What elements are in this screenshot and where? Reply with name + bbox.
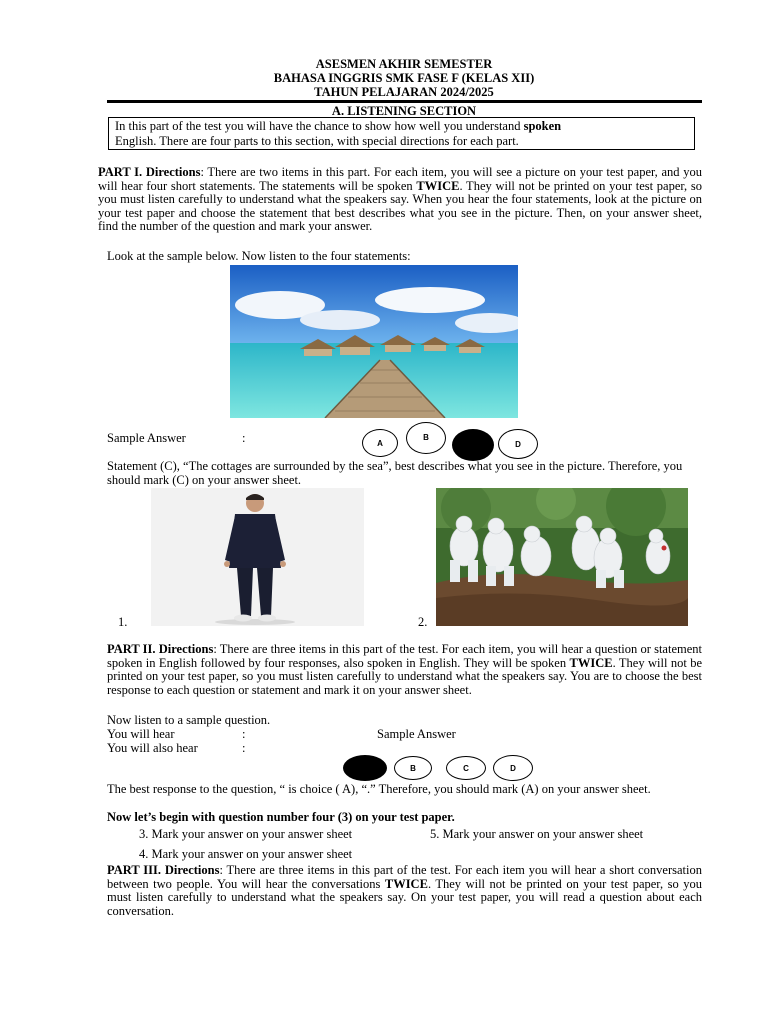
part1-sample-answer-label: Sample Answer [107,431,186,445]
item2-number: 2. [418,615,428,629]
part2-bubble-c[interactable]: C [446,756,486,780]
part3-twice: TWICE [384,876,428,891]
part2-label: PART II. Directions [107,642,214,656]
part3-text-b: . They will not be printed on your test paper, so you must listen carefully to understand what the speakers say. On your test paper, you will read a question about each conversation. [107,876,702,918]
part2-you-will-also-hear: You will also hear [107,741,198,755]
part2-item-4: 4. Mark your answer on your answer sheet [139,847,353,861]
part1-bubble-b[interactable]: B [406,422,446,454]
part2-begin-line: Now let’s begin with question number four (3) on your test paper. [107,810,455,824]
part1-text-b: . They will not be printed on your test paper, so you must listen carefully to understand what the speakers say. When you hear the four statements, look at the picture on your test paper and choose the statement that best describes what you see in the picture. Then, on your answer sheet, find the number of the question and mark your answer. [98,178,702,234]
part1-bubble-d[interactable]: D [498,429,538,459]
part1-directions [98,166,702,234]
header-line-2: BAHASA INGGRIS SMK FASE F (KELAS XII) [273,71,535,85]
intro-text-a: In this part of the test you will have the chance to show how well you understand [115,119,524,133]
part1-look-sample: Look at the sample below. Now listen to the four statements: [107,249,411,263]
intro-text [115,119,690,149]
item1-photo-man [151,488,364,626]
intro-text-b: English. There are four parts to this section, with special directions for each part. [115,134,519,148]
part2-item-5: 5. Mark your answer on your answer sheet [430,827,644,841]
part1-text-a: : There are two items in this part. For each item, you will see a picture on your test paper, and you will hear four short statements. The statements will be spoken [98,165,702,193]
header-line-1: ASESMEN AKHIR SEMESTER [315,57,493,71]
part2-directions [107,643,702,697]
item2-photo-hazmat [436,488,688,626]
part2-best-response: The best response to the question, “ is choice ( A), “.” Therefore, you should mark (A) on your answer sheet. [107,782,651,796]
section-title: A. LISTENING SECTION [331,104,477,118]
part2-you-will-hear: You will hear [107,727,175,741]
part1-label: PART I. Directions [98,165,201,179]
header-rule [107,100,702,103]
part2-bubble-b[interactable]: B [394,756,432,780]
part2-twice: TWICE [569,655,613,670]
header-line-3: TAHUN PELAJARAN 2024/2025 [314,85,494,99]
sample-photo-beach [230,265,518,418]
part2-colon-1: : [242,727,246,741]
part3-directions [107,864,702,918]
part2-text-a: : There are three items in this part of the test. For each item, you will hear a question or statement spoken in English followed by four responses, also spoken in English. They will be spoken [107,642,702,670]
item1-number: 1. [118,615,128,629]
part3-label: PART III. Directions [107,863,220,877]
part1-bubble-a[interactable]: A [362,429,398,457]
part2-bubble-d[interactable]: D [493,755,533,781]
part2-text-b: . They will not be printed on your test paper, so you must listen carefully to understand what the speakers say. You are to choose the best response to each question or statement and mark it on your answer sheet. [107,655,702,697]
part1-bubble-c-filled[interactable] [452,429,494,461]
part3-text-a: : There are three items in this part of the test. For each item you will hear a short conversation between two people. You will hear the conversations [107,863,702,891]
part2-bubble-a-filled[interactable] [343,755,387,781]
part2-sample-answer-label: Sample Answer [377,727,456,741]
part1-sample-colon: : [242,431,246,445]
part2-colon-2: : [242,741,246,755]
part2-listen-sample: Now listen to a sample question. [107,713,271,727]
intro-text-bold: spoken [523,119,562,133]
part1-explanation: Statement (C), “The cottages are surrounded by the sea”, best describes what you see in the picture. Therefore, you should mark (C) on your answer sheet. [107,459,683,487]
part1-twice: TWICE [416,178,460,193]
part2-item-3: 3. Mark your answer on your answer sheet [139,827,353,841]
